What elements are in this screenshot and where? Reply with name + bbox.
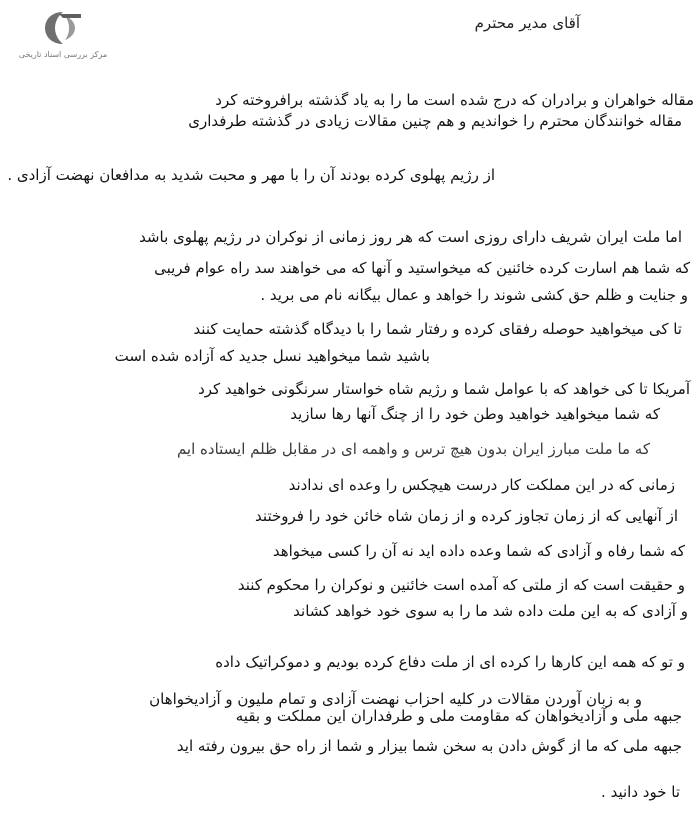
letter-salutation: آقای مدیر محترم [474, 14, 580, 32]
letter-line: از رژیم پهلوی کرده بودند آن را با مهر و محبت شدید به مدافعان نهضت آزادی . [7, 166, 495, 184]
archive-logo [8, 8, 118, 68]
letter-line: تا کی میخواهید حوصله رفقای کرده و رفتار شما را با دیدگاه گذشته حمایت کنند [193, 320, 682, 338]
letter-line: جبهه ملی و آزادیخواهان که مقاومت ملی و طرفداران این مملکت و بقیه [235, 707, 682, 725]
letter-line: و به زبان آوردن مقالات در کلیه احزاب نهضت آزادی و تمام ملیون و آزادیخواهان [149, 690, 642, 708]
letter-closing: تا خود دانید . [601, 783, 680, 801]
letter-line: مقاله خواهران و برادران که درج شده است ما را به یاد گذشته برافروخته کرد [215, 91, 694, 109]
letter-line: و جنایت و ظلم حق کشی شوند را خواهد و عمال بیگانه نام می برید . [260, 286, 688, 304]
letter-line: جبهه ملی که ما از گوش دادن به سخن شما بیزار و شما از راه حق بیرون رفته اید [176, 737, 682, 755]
letter-line: و حقیقت است که از ملتی که آمده است خائنین و نوکران را محکوم کنند [237, 576, 685, 594]
letter-line: که شما رفاه و آزادی که شما وعده داده اید نه آن را کسی میخواهد [272, 542, 685, 560]
letter-line: زمانی که در این مملکت کار درست هیچکس را وعده ای ندادند [288, 476, 675, 494]
letter-line: اما ملت ایران شریف دارای روزی است که هر روز زمانی از نوکران در رژیم پهلوی باشد [139, 228, 682, 246]
letter-line: آمریکا تا کی خواهد که با عوامل شما و رژیم شاه خواستار سرنگونی خواهید کرد [198, 380, 690, 398]
letter-line: و آزادی که به این ملت داده شد ما را به سوی خود خواهد کشاند [293, 602, 688, 620]
letter-line: مقاله خوانندگان محترم را خواندیم و هم چنین مقالات زیادی در گذشته طرفداری [188, 112, 682, 130]
archive-emblem-icon [41, 8, 85, 48]
letter-line: از آنهایی که از زمان تجاوز کرده و از زمان شاه خائن خود را فروختند [255, 507, 678, 525]
logo-caption: مرکز بررسی اسناد تاریخی [18, 50, 108, 59]
letter-line: که شما هم اسارت کرده خائنین که میخواستید و آنها که می خواهند سد راه عوام فریبی [154, 259, 690, 277]
letter-line: که شما میخواهید خواهید وطن خود را از چنگ آنها رها سازید [290, 405, 660, 423]
letter-line: که ما ملت مبارز ایران بدون هیچ ترس و واهمه ای در مقابل ظلم ایستاده ایم [176, 440, 650, 458]
letter-line: باشید شما میخواهید نسل جدید که آزاده شده است [114, 347, 430, 365]
letter-line: و تو که همه این کارها را کرده ای از ملت دفاع کرده بودیم و دموکراتیک داده [215, 653, 685, 671]
